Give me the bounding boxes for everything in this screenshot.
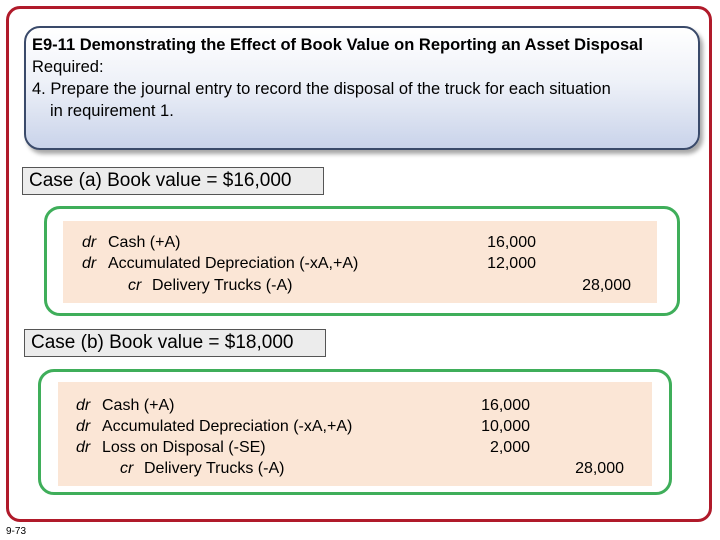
case-b-line-3 bbox=[76, 437, 266, 458]
account-name: Loss on Disposal (-SE) bbox=[102, 439, 266, 456]
account-name: Delivery Trucks (-A) bbox=[144, 460, 285, 477]
case-a-debit-1: 16,000 bbox=[487, 234, 536, 251]
entry-prefix: dr bbox=[82, 234, 97, 251]
case-a-line-3 bbox=[128, 275, 292, 296]
entry-prefix: cr bbox=[120, 460, 134, 477]
case-b-line-2 bbox=[76, 416, 352, 437]
account-name: Accumulated Depreciation (-xA,+A) bbox=[102, 418, 353, 435]
slide-number: 9-73 bbox=[6, 526, 27, 537]
case-a-debit-2: 12,000 bbox=[487, 255, 536, 272]
account-name: Cash (+A) bbox=[102, 397, 175, 414]
required-label: Required: bbox=[32, 58, 104, 76]
case-b-line-4 bbox=[120, 458, 284, 479]
case-b-line-1 bbox=[76, 395, 174, 416]
entry-prefix: dr bbox=[76, 397, 91, 414]
case-b-debit-2: 10,000 bbox=[481, 418, 530, 435]
account-name: Delivery Trucks (-A) bbox=[152, 277, 293, 294]
instruction-text: 4. Prepare the journal entry to record the disposal of the truck for each situation bbox=[32, 80, 611, 98]
case-a-line-2 bbox=[82, 253, 358, 274]
exercise-title: E9-11 Demonstrating the Effect of Book Value on Reporting an Asset Disposal bbox=[32, 36, 643, 54]
case-a-label: Case (a) Book value = $16,000 bbox=[22, 167, 324, 195]
entry-prefix: cr bbox=[128, 277, 142, 294]
account-name: Cash (+A) bbox=[108, 234, 181, 251]
case-a-line-1 bbox=[82, 232, 180, 253]
account-name: Accumulated Depreciation (-xA,+A) bbox=[108, 255, 359, 272]
case-b-debit-3: 2,000 bbox=[489, 439, 530, 456]
entry-prefix: dr bbox=[76, 418, 91, 435]
case-b-label: Case (b) Book value = $18,000 bbox=[24, 329, 326, 357]
instruction-continuation: in requirement 1. bbox=[50, 102, 174, 120]
entry-prefix: dr bbox=[82, 255, 97, 272]
case-b-credit-4: 28,000 bbox=[575, 460, 624, 477]
entry-prefix: dr bbox=[76, 439, 91, 456]
header-text bbox=[32, 34, 682, 122]
case-a-credit-3: 28,000 bbox=[582, 277, 631, 294]
case-b-debit-1: 16,000 bbox=[481, 397, 530, 414]
